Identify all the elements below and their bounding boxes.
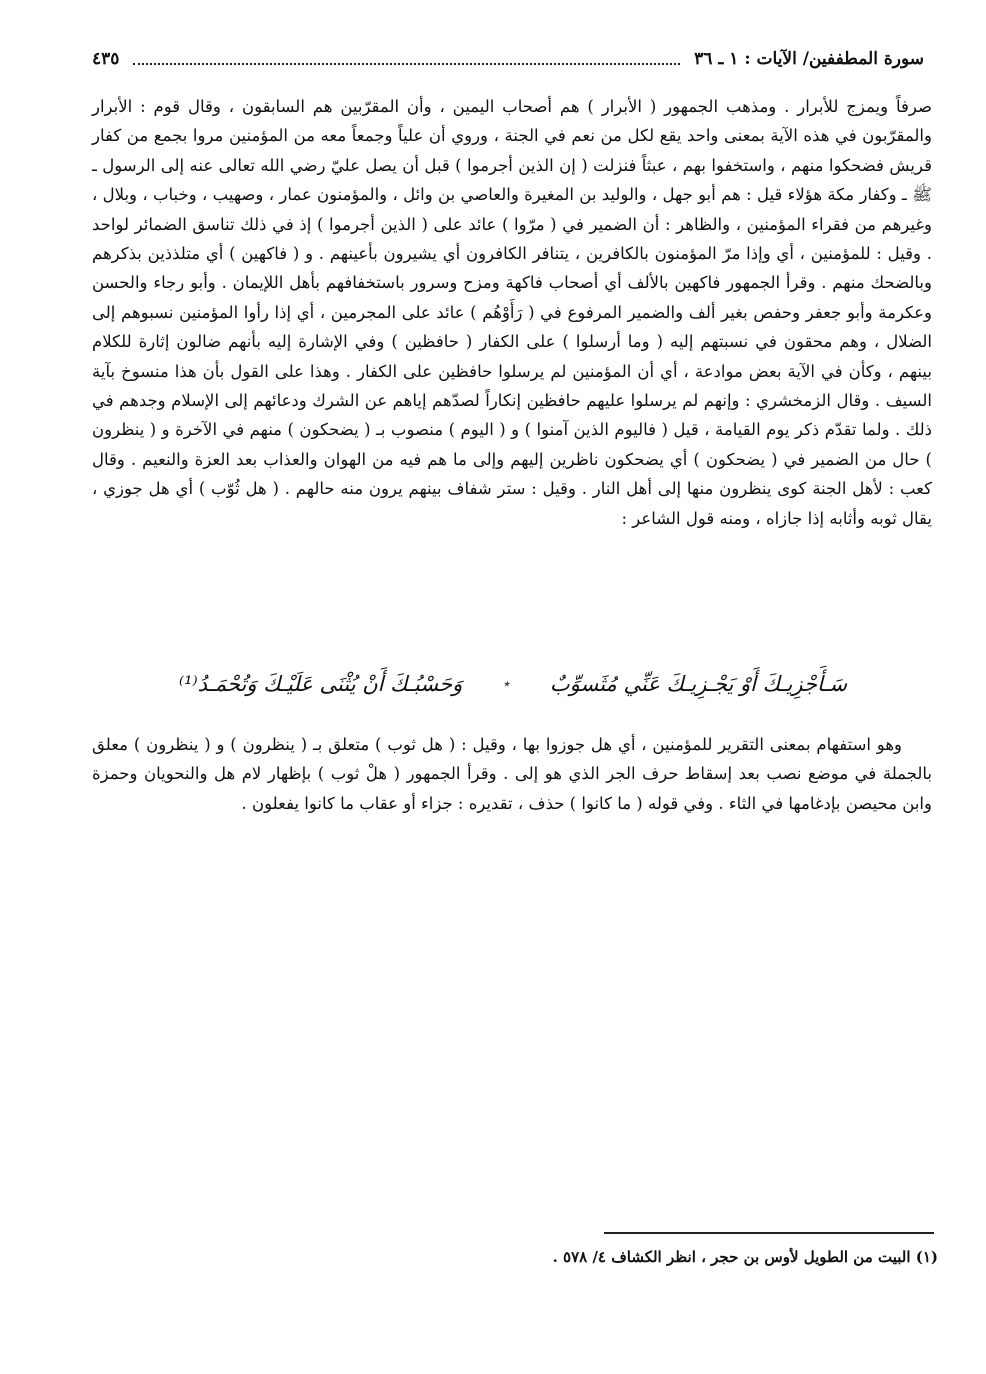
footnote: (١) البيت من الطويل لأوس بن حجر ، انظر الكشاف ٤/ ٥٧٨ . [552, 1248, 938, 1266]
paragraph: صرفاً ويمزج للأبرار . ومذهب الجمهور ( الأبرار ) هم أصحاب اليمين ، وأن المقرّبين هم السابقون ، وقال قوم : الأبرار والمقرّبون في هذه الآية بمعنى واحد يقع لكل من نعم في الجنة ، وروي أن علياً وجمعاً معه من المؤمنين مروا بجمع من كفار قريش فضحكوا منهم ، واستخفوا بهم ، عبثاً فنزلت ( إن الذين أجرموا ) قبل أن يصل عليّ رضي الله تعالى عنه إلى الرسول ـ ﷺ ـ وكفار مكة هؤلاء قيل : هم أبو جهل ، والوليد بن المغيرة والعاصي بن وائل ، والمؤمنون عمار ، وصهيب ، وخباب ، وبلال ، وغيرهم من فقراء المؤمنين ، والظاهر : أن الضمير في ( مرّوا ) عائد على ( الذين أجرموا ) إذ في ذلك تناسق الضمائر لواحد . وقيل : للمؤمنين ، أي وإذا مرّ المؤمنون بالكافرين ، يتنافر الكافرون أي يشيرون بأعينهم . و ( فاكهين ) أي متلذذين بذكرهم وبالضحك منهم . وقرأ الجمهور فاكهين بالألف أي أصحاب فاكهة ومزح وسرور باستخفافهم بأهل اللإيمان . وأبو رجاء والحسن وعكرمة وأبو جعفر وحفص بغير ألف والضمير المرفوع في ( رَأَوْهُم ) عائد على المجرمين ، أي إذا رأوا المؤمنين نسبوهم إلى الضلال ، وهم محقون في نسبتهم إليه ( وما أرسلوا ) على الكفار ( حافظين ) وفي الإشارة إليه بأنهم ضالون إثارة للكلام بينهم ، وكأن في الآية بعض موادعة ، أي أن المؤمنين لم يرسلوا حافظين على الكفار . وهذا على القول بأن هذا منسوخ بآية السيف . وقال الزمخشري : وإنهم لم يرسلوا عليهم حافظين إنكاراً لصدّهم إياهم عن الشرك ودعائهم إلى الإسلام وجدهم في ذلك . ولما تقدّم ذكر يوم القيامة ، قيل ( فاليوم الذين آمنوا ) و ( اليوم ) منصوب بـ ( يضحكون ) منهم في الآخرة و ( ينظرون ) حال من الضمير في ( يضحكون ) أي يضحكون ناظرين إليهم وإلى ما هم فيه من الهوان والعذاب بعد العزة والنعيم . وقال كعب : لأهل الجنة كوى ينظرون منها إلى أهل النار . وقيل : ستر شفاف بينهم يرون منه حالهم . ( هل ثُوّب ) أي هل جوزي ، يقال ثوبه وأثابه إذا جازاه ، ومنه قول الشاعر : [92, 97, 932, 528]
poetry-verse [150, 672, 876, 696]
surah-title: سورة المطففين/ الآيات : ١ ـ ٣٦ [694, 49, 924, 69]
footnote-divider [604, 1232, 934, 1234]
verse-hemistich-second: وَحَسْبُـكَ أَنْ يُثْنَى عَلَيْـكَ وَتُحْمَـدُ⁽¹⁾ [178, 672, 463, 696]
commentary-text-continued [92, 730, 932, 818]
commentary-text [92, 92, 932, 533]
running-header [92, 44, 924, 74]
header-dot-leader [133, 63, 680, 65]
page-number: ٤٣٥ [92, 49, 120, 69]
paragraph: وهو استفهام بمعنى التقرير للمؤمنين ، أي هل جوزوا بها ، وقيل : ( هل ثوب ) متعلق بـ ( ينظرون ) و ( ينظرون ) معلق بالجملة في موضع نصب بعد إسقاط حرف الجر الذي هو إلى . وقرأ الجمهور ( هلْ ثوب ) بإظهار لام هل والنحويان وحمزة وابن محيصن بإدغامها في الثاء . وفي قوله ( ما كانوا ) حذف ، تقديره : جزاء أو عقاب ما كانوا يفعلون . [92, 735, 932, 813]
verse-separator: ٭ [502, 676, 510, 692]
verse-hemistich-first: سَـأَجْزِيـكَ أَوْ يَجْـزِيـكَ عَنِّي مُثَسوِّبٌ [549, 672, 848, 696]
